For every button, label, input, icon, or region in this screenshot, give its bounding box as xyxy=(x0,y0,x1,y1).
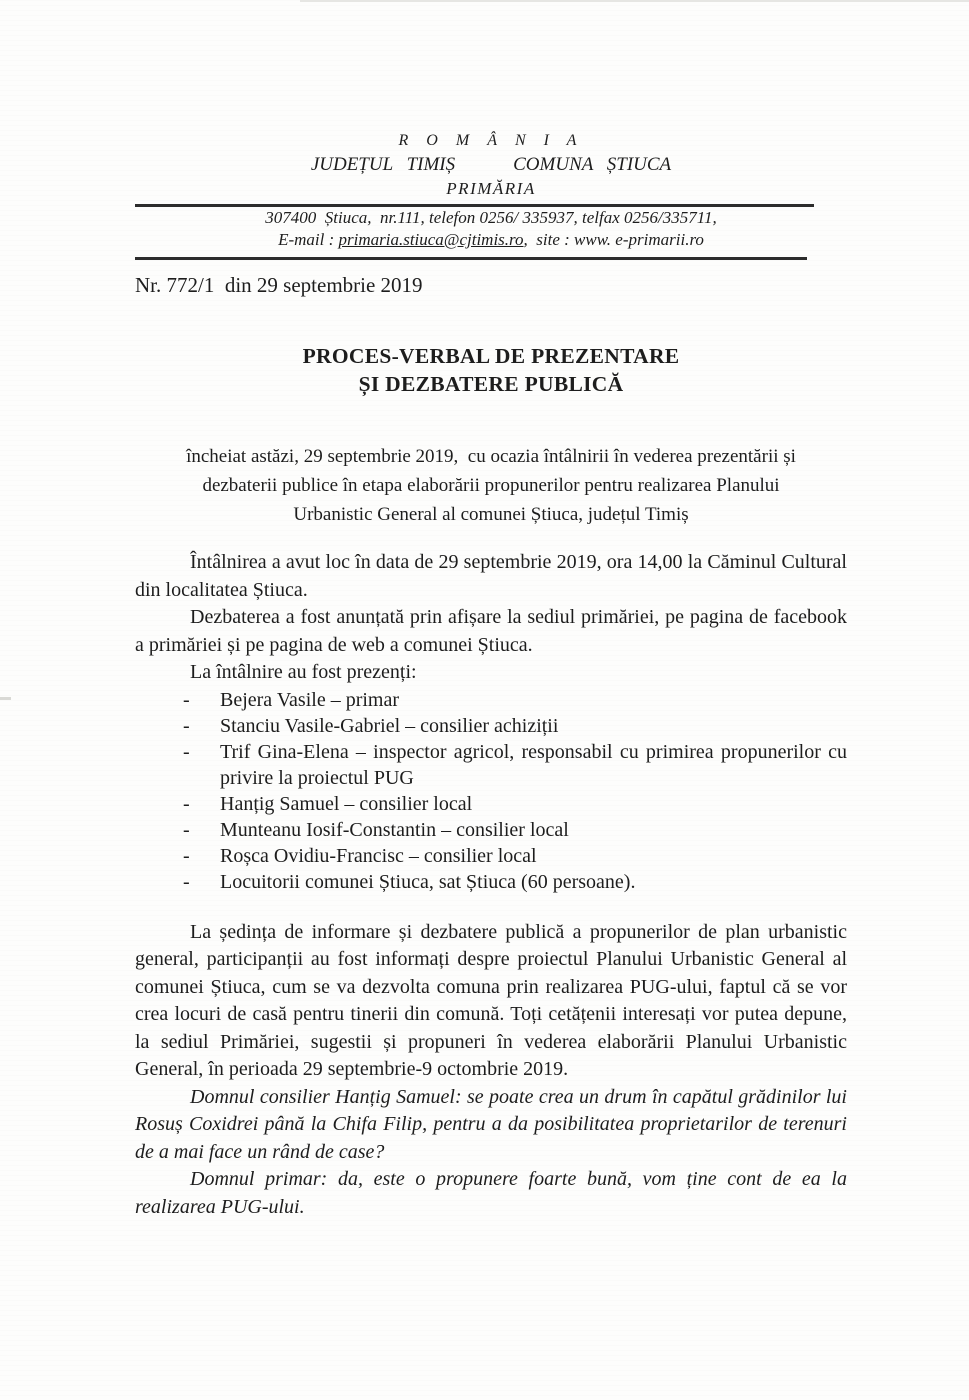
dialogue-paragraph-councilor: Domnul consilier Hanțig Samuel: se poate crea un drum în capătul grădinilor lui Rosuș Coxidrei până la Chifa Filip, pentru a da posibilitatea proprietarilor de terenuri de a mai face un rând de case? xyxy=(135,1085,847,1163)
attendees-list xyxy=(135,687,847,895)
bullet-marker: - xyxy=(183,740,190,763)
list-item xyxy=(183,869,847,895)
attendee-name: Hanțig Samuel – consilier local xyxy=(220,792,473,815)
attendee-name: Locuitorii comunei Știuca, sat Știuca (60 persoane). xyxy=(220,870,636,893)
list-item xyxy=(183,843,847,869)
email-address: primaria.stiuca@cjtimis.ro xyxy=(338,230,524,249)
attendees-label: La întâlnire au fost prezenți: xyxy=(190,661,417,683)
list-item xyxy=(183,791,847,817)
bullet-marker: - xyxy=(183,844,190,867)
scan-artifact-left-edge xyxy=(0,697,11,700)
commune-name: COMUNA ȘTIUCA xyxy=(513,154,672,175)
attendee-name: Roșca Ovidiu-Francisc – consilier local xyxy=(220,844,537,867)
country-name: R O M Â N I A xyxy=(398,132,584,149)
document-title xyxy=(135,342,847,398)
attendee-name: Bejera Vasile – primar xyxy=(220,688,400,711)
bullet-marker: - xyxy=(183,792,190,815)
intro-line2: dezbaterii publice în etapa elaborării propunerilor pentru realizarea Planului xyxy=(202,475,780,496)
intro-line3: Urbanistic General al comunei Știuca, județul Timiș xyxy=(293,504,689,525)
bullet-marker: - xyxy=(183,818,190,841)
info-paragraph: La ședința de informare și dezbatere publică a propunerilor de plan urbanistic general, participanții au fost informați despre proiectul Planului Urbanistic General al comunei Știuca, cum se va dezvolta comuna prin realizarea PUG-ului, faptul că se vor crea locuri de casă pentru tinerii din comună. Toți cetățenii interesați vor putea depune, la sediul Primăriei, sugestii și propuneri în vederea elaborării Planului Urbanistic General, în perioada 29 septembrie-9 octombrie 2019. xyxy=(135,920,847,1080)
email-line xyxy=(135,230,847,250)
site-address: , site : www. e-primarii.ro xyxy=(523,230,704,249)
list-item xyxy=(183,739,847,791)
list-item xyxy=(183,817,847,843)
announcement-paragraph: Dezbaterea a fost anunțată prin afișare la sediul primăriei, pe pagina de facebook a primăriei și pe pagina de web a comunei Știuca. xyxy=(135,606,847,656)
attendee-name: Munteanu Iosif-Constantin – consilier local xyxy=(220,818,569,841)
intro-paragraph xyxy=(135,442,847,529)
email-label: E-mail : xyxy=(278,230,339,249)
header-divider-top xyxy=(135,204,814,207)
intro-line1: încheiat astăzi, 29 septembrie 2019, cu ocazia întâlnirii în vederea prezentării și xyxy=(186,446,796,467)
dialogue-paragraph-mayor: Domnul primar: da, este o propunere foarte bună, vom ține cont de ea la realizarea PUG-ului. xyxy=(135,1168,847,1218)
meeting-paragraph: Întâlnirea a avut loc în data de 29 septembrie 2019, ora 14,00 la Căminul Cultural din localitatea Știuca. xyxy=(135,551,847,601)
county-name: JUDEȚUL TIMIȘ xyxy=(310,154,456,175)
list-item xyxy=(183,687,847,713)
institution-name: PRIMĂRIA xyxy=(446,179,536,198)
letterhead xyxy=(135,132,847,199)
list-item xyxy=(183,713,847,739)
letterhead-line2 xyxy=(135,154,847,176)
document-title-line1: PROCES-VERBAL DE PREZENTARE xyxy=(302,344,680,368)
header-divider-bottom xyxy=(135,257,807,260)
address-line: 307400 Știuca, nr.111, telefon 0256/ 335937, telfax 0256/335711, xyxy=(265,208,717,227)
document-number: Nr. 772/1 din 29 septembrie 2019 xyxy=(135,273,423,297)
attendee-name: Stanciu Vasile-Gabriel – consilier achiziții xyxy=(220,714,559,737)
document-title-line2: ȘI DEZBATERE PUBLICĂ xyxy=(358,372,624,396)
document-body xyxy=(135,549,847,1221)
document-content xyxy=(135,0,847,1221)
bullet-marker: - xyxy=(183,714,190,737)
attendee-name: Trif Gina-Elena – inspector agricol, responsabil cu primirea propunerilor cu privire la proiectul PUG xyxy=(220,740,847,789)
bullet-marker: - xyxy=(183,688,190,711)
bullet-marker: - xyxy=(183,870,190,893)
